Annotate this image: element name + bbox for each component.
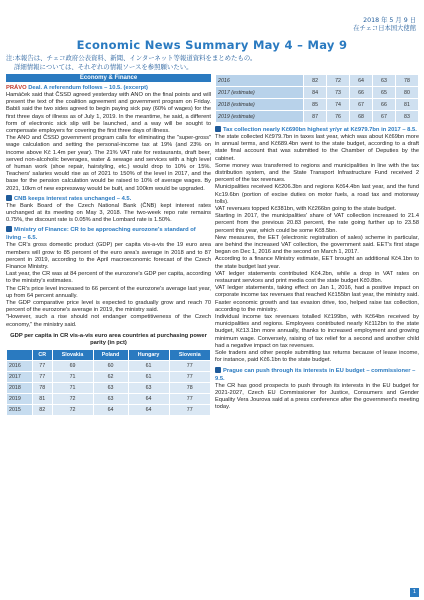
source-label: PRÁVO xyxy=(6,85,27,91)
table-cell: 64 xyxy=(128,404,169,415)
table-cell: 2019 (estimate) xyxy=(216,111,304,123)
table-cell: 87 xyxy=(304,111,327,123)
table-cell: 2018 xyxy=(7,382,33,393)
paragraph: The Bank Board of the Czech National Bank (ČNB) kept interest rates unchanged at its meeting on May 3, 2018. The two-week repo rate remains 0.75%, the discount rate is 0.05% and the Lombard rate is 1.50%. xyxy=(6,202,211,224)
table-cell: 67 xyxy=(373,111,396,123)
table-header: Slovakia xyxy=(52,349,93,360)
table-cell: 83 xyxy=(395,111,418,123)
paragraph: The CR's price level increased to 66 percent of the eurozone's average last year, up from 64 percent annually. xyxy=(6,285,211,299)
table-cell: 71 xyxy=(52,382,93,393)
table-cell: 77 xyxy=(32,371,52,382)
table-cell: 84 xyxy=(304,87,327,99)
table-header-row xyxy=(7,349,211,360)
paragraph: VAT ledger statements, taking effect on Jan 1, 2016, had a positive impact on corporate income tax revenues that reached Kč155bn last year, the ministry said. xyxy=(215,285,419,299)
table-row xyxy=(7,360,211,371)
paragraph: Last year, the CR was at 84 percent of the eurozone's GDP per capita, according to the ministry's estimates. xyxy=(6,271,211,285)
date-line: 2018 年 5 月 9 日 xyxy=(363,17,416,24)
table-cell: 65 xyxy=(373,87,396,99)
headline-text: Ministry of Finance: CR to be approaching eurozone's standard of living – 6.5. xyxy=(6,227,196,242)
table-cell: 78 xyxy=(32,382,52,393)
paragraph: The CR has good prospects to push through its interests in the EU budget for 2021-2027, Czech EU Commissioner for Justice, Consumers and Gender Equality Vera Jourova said at a press conference after the government's meeting today. xyxy=(215,382,419,411)
table-row xyxy=(7,404,211,415)
table-cell: 72 xyxy=(327,75,350,87)
table-cell: 2016 xyxy=(7,360,33,371)
table-cell: 72 xyxy=(52,404,93,415)
paragraph: New measures, the EET (electronic registration of sales) scheme in particular, are behind the increased VAT collection, the government said. EET's first stage began on Dec 1, 2016 and the second on March 1, 2017. xyxy=(215,234,419,256)
table-cell: 62 xyxy=(93,371,128,382)
table-cell: 85 xyxy=(304,99,327,111)
table-cell: 77 xyxy=(169,393,210,404)
article-headline-referendum xyxy=(6,84,211,92)
paragraph: The state collected Kč979.7bn in taxes last year, which was about Kč69bn more in annual terms, and Kč689.4bn went to the state budget, according to a draft state final account that was submitted to the Chamber of Deputies by the cabinet. xyxy=(215,134,419,162)
paragraph: The GDP comparative price level is expected to gradually grow and reach 70 percent of the eurozone's average in 2019, the ministry said. xyxy=(6,300,211,314)
table-cell: 63 xyxy=(93,393,128,404)
paragraph: Municipalities received Kč206.3bn and regions Kč64.4bn last year, and the fund Kc19.6bn (portion of excise duties on motor fuels, a road tax and motorway tolls). xyxy=(215,184,419,205)
table-cell: 63 xyxy=(373,75,396,87)
page-title: Economic News Summary May 4 – May 9 xyxy=(76,38,348,52)
paragraph: Starting in 2017, the municipalities' share of VAT collection increased to 21.4 percent from the previous 20.83 percent, the rate going further up to 23.58 percent this year, which could be some Kč8.5bn. xyxy=(215,213,419,234)
table-header xyxy=(7,349,33,360)
paragraph: Sole traders and other people submitting tax returns because of lease income, for instance, paid Kč6.1bn to the state budget. xyxy=(215,350,419,364)
article-icon xyxy=(215,367,221,373)
table-cell: 74 xyxy=(327,99,350,111)
notice-line-2: 詳細情報については、それぞれの情報ソースを参照願いたい。 xyxy=(14,62,193,71)
table-cell: 2016 xyxy=(216,75,304,87)
table-cell: 63 xyxy=(93,382,128,393)
headline-text: Tax collection nearly Kč690bn highest yr/yr at Kč979.7bn in 2017 – 8.5. xyxy=(223,127,417,133)
table-cell: 77 xyxy=(169,404,210,415)
paragraph: Individual income tax revenues totalled Kč199bn, with Kč64bn received by municipalities and regions. Employees contributed nearly Kč112bn to the state budget, Kč13.1bn more annually, thanks to increased employment and growing minimum wage. Conversely, raising of tax relief for a second and another child had a negative impact on tax revenues. xyxy=(215,314,419,349)
table-header: Poland xyxy=(93,349,128,360)
embassy-line: 在チェコ日本国大使館 xyxy=(353,25,416,32)
table-cell: 80 xyxy=(395,87,418,99)
article-icon xyxy=(6,195,12,201)
table-header: Hungary xyxy=(128,349,169,360)
table-cell: 2018 (estimate) xyxy=(216,99,304,111)
table-row xyxy=(7,393,211,404)
table-cell: 71 xyxy=(52,371,93,382)
table-cell: 78 xyxy=(169,382,210,393)
table-cell: 76 xyxy=(327,111,350,123)
paragraph: Hamáček said that ČSSD agreed yesterday with ANO on the final points and will present the text of the coalition agreement and government program on Friday. Babiš said the two sides agreed to begin paying sick pay (60% of wages) for the first three days of illness as of July 1, 2019. In the meantime, he said, a different form of electronic sick slip will be launched, and a way will be sought to compensate employers for covering the first three days of illness. xyxy=(6,92,211,135)
article-headline-finance-ministry xyxy=(6,226,211,242)
gdp-table-continued xyxy=(215,74,419,123)
notice xyxy=(6,54,266,71)
table-cell: 82 xyxy=(32,404,52,415)
article-headline-tax xyxy=(215,126,419,134)
table-cell: 60 xyxy=(93,360,128,371)
section-header: Economy & Finance xyxy=(6,74,211,82)
gdp-table-title: GDP per capita in CR vis-a-vis euro area countries at purchasing power parity (in pct) xyxy=(10,332,207,346)
table-header: CR xyxy=(32,349,52,360)
article-icon xyxy=(6,226,12,232)
table-cell: 67 xyxy=(350,99,373,111)
article-icon xyxy=(215,126,221,132)
table-cell: 2019 xyxy=(7,393,33,404)
table-cell: 78 xyxy=(395,75,418,87)
article-headline-eu-budget xyxy=(215,367,419,383)
table-cell: 64 xyxy=(93,404,128,415)
paragraph: "However, such a rise should not endanger competitiveness of the Czech economy," the ministry said. xyxy=(6,314,211,328)
table-cell: 73 xyxy=(327,87,350,99)
table-cell: 2017 (estimate) xyxy=(216,87,304,99)
table-header: Slovenia xyxy=(169,349,210,360)
paragraph: The CR's gross domestic product (GDP) per capita vis-a-vis the 19 euro area members will grow to 85 percent of the euro area's average in 2018 and to 87 percent in 2019, according to the April macroeconomic forecast of the Czech Finance Ministry. xyxy=(6,242,211,271)
date-block xyxy=(353,17,416,33)
table-cell: 61 xyxy=(128,371,169,382)
table-cell: 64 xyxy=(350,75,373,87)
table-cell: 69 xyxy=(52,360,93,371)
table-row xyxy=(7,382,211,393)
table-row xyxy=(7,371,211,382)
paragraph: Faster economic growth and tax evasion drive, too, helped raise tax collection, according to the ministry. xyxy=(215,299,419,313)
table-cell: 77 xyxy=(169,371,210,382)
paragraph: The ANO and ČSSD government program calls for eliminating the "super-gross" wage calculation and setting the personal-income tax at 19% (and 23% on income above Kč 1.4m per year). The 21% VAT rate for restaurants, draft beer, served non-alcoholic beverages, water & sewage and services with a high level of human work (shoe repair, hairstyling, etc.) would drop to 10% or 15%. Teachers' salaries would rise as of 2021 to 150% of the level in 2017, and the base for the pension calculation would be raised to 10% of average wages. By 2021, 10km of new expressway would be built, and 100km would be upgraded. xyxy=(6,135,211,192)
table-cell: 66 xyxy=(373,99,396,111)
notice-line-1: 注:本報告は、チェコ政府公表資料、新聞、インターネット等報道資料をまとめたもの。 xyxy=(6,54,257,62)
table-cell: 81 xyxy=(32,393,52,404)
table-row xyxy=(216,111,419,123)
headline-text: Deal. A referendum follows – 10.5. (excerpt) xyxy=(28,85,148,91)
table-cell: 66 xyxy=(350,87,373,99)
table-row xyxy=(216,99,419,111)
table-row xyxy=(216,87,419,99)
table-cell: 77 xyxy=(169,360,210,371)
left-column xyxy=(6,74,211,416)
gdp-table xyxy=(6,349,211,416)
table-cell: 81 xyxy=(395,99,418,111)
paragraph: According to a finance Ministry estimate, EET brought an additional Kč4.1bn to the state budget last year. xyxy=(215,256,419,270)
table-cell: 64 xyxy=(128,393,169,404)
table-cell: 77 xyxy=(32,360,52,371)
paragraph: VAT ledger statements contributed Kč4.2bn, while a drop in VAT rates on restaurant services and print media cost the state budget Kč0.8bn. xyxy=(215,270,419,285)
table-cell: 61 xyxy=(128,360,169,371)
article-headline-cnb xyxy=(6,195,211,203)
paragraph: VAT revenues topped Kč381bn, with Kč266bn going to the state budget. xyxy=(215,206,397,213)
page-number: 1 xyxy=(410,588,419,597)
headline-text: CNB keeps interest rates unchanged – 4.5. xyxy=(14,195,132,202)
table-cell: 2017 xyxy=(7,371,33,382)
table-cell: 63 xyxy=(128,382,169,393)
table-cell: 2015 xyxy=(7,404,33,415)
table-row xyxy=(216,75,419,87)
paragraph: Some money was transferred to regions and municipalities in line with the tax distribution system, and the State Transport Infrastructure Fund received 2 percent of the tax revenues. xyxy=(215,162,419,184)
right-column xyxy=(215,74,419,411)
headline-text: Prague can push through its interests in EU budget – commissioner – 9.5. xyxy=(215,367,416,382)
table-cell: 68 xyxy=(350,111,373,123)
table-cell: 82 xyxy=(304,75,327,87)
table-cell: 72 xyxy=(52,393,93,404)
